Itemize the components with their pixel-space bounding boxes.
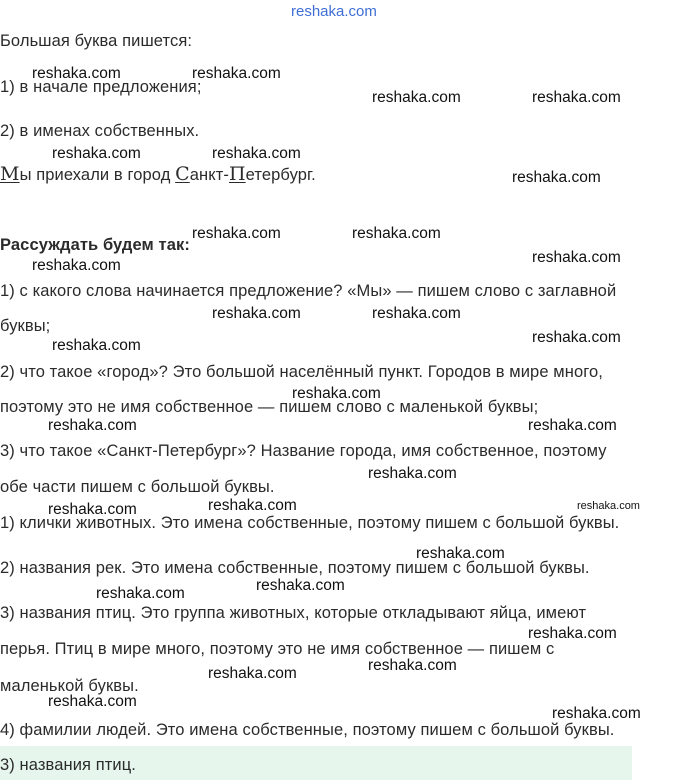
reasoning-line-6: обе части пишем с большой буквы.	[0, 478, 275, 496]
reasoning-line-2: буквы;	[0, 317, 51, 335]
watermark: reshaka.com	[416, 545, 505, 562]
watermark: reshaka.com	[52, 145, 141, 162]
example-capital-1: М	[0, 163, 20, 185]
watermark: reshaka.com	[256, 577, 345, 594]
watermark: reshaka.com	[48, 693, 137, 710]
watermark: reshaka.com	[52, 337, 141, 354]
watermark: reshaka.com	[212, 305, 301, 322]
watermark: reshaka.com	[532, 329, 621, 346]
reasoning-line-1: 1) с какого слова начинается предложение? «Мы» — пишем слово с заглавной	[0, 282, 617, 300]
watermark: reshaka.com	[512, 169, 601, 186]
watermark: reshaka.com	[208, 665, 297, 682]
watermark: reshaka.com	[212, 145, 301, 162]
watermark: reshaka.com	[368, 657, 457, 674]
answer-text: 3) названия птиц.	[0, 756, 136, 774]
watermark: reshaka.com	[532, 89, 621, 106]
watermark: reshaka.com	[368, 465, 457, 482]
watermark: reshaka.com	[528, 625, 617, 642]
watermark: reshaka.com	[577, 500, 640, 512]
example-part-2: анкт-	[189, 166, 229, 184]
watermark: reshaka.com	[528, 417, 617, 434]
watermark: reshaka.com	[352, 225, 441, 242]
example-capital-3: П	[229, 163, 246, 185]
watermark: reshaka.com	[48, 417, 137, 434]
watermark: reshaka.com	[552, 705, 641, 722]
option-line-6: 4) фамилии людей. Это имена собственные, поэтому пишем с большой буквы.	[0, 721, 615, 739]
watermark: reshaka.com	[532, 249, 621, 266]
example-part-1: ы приехали в город	[19, 166, 176, 184]
rule-item-2: 2) в именах собственных.	[0, 122, 200, 140]
reasoning-line-5: 3) что такое «Санкт-Петербург»? Название города, имя собственное, поэтому	[0, 442, 607, 460]
watermark: reshaka.com	[208, 497, 297, 514]
watermark-site-top: reshaka.com	[291, 3, 377, 20]
reasoning-line-4: поэтому это не имя собственное — пишем слово с маленькой буквы;	[0, 398, 539, 416]
example-capital-2: С	[175, 163, 190, 185]
option-line-4: перья. Птиц в мире много, поэтому это не имя собственное — пишем с	[0, 640, 555, 658]
option-line-3: 3) названия птиц. Это группа животных, которые откладывают яйца, имеют	[0, 604, 587, 622]
example-part-3: етербург.	[245, 166, 316, 184]
reasoning-heading: Рассуждать будем так:	[0, 236, 190, 254]
option-line-5: маленькой буквы.	[0, 677, 139, 695]
watermark: reshaka.com	[32, 65, 121, 82]
reasoning-line-3: 2) что такое «город»? Это большой населённый пункт. Городов в мире много,	[0, 363, 603, 381]
option-line-2: 2) названия рек. Это имена собственные, поэтому пишем с большой буквы.	[0, 559, 590, 577]
watermark: reshaka.com	[292, 385, 381, 402]
example-sentence	[0, 164, 316, 185]
watermark: reshaka.com	[372, 305, 461, 322]
watermark: reshaka.com	[32, 257, 121, 274]
watermark: reshaka.com	[48, 501, 137, 518]
rule-heading: Большая буква пишется:	[0, 32, 193, 50]
watermark: reshaka.com	[192, 65, 281, 82]
watermark: reshaka.com	[372, 89, 461, 106]
watermark: reshaka.com	[192, 225, 281, 242]
option-line-1: 1) клички животных. Это имена собственные, поэтому пишем с большой буквы.	[0, 514, 620, 532]
rule-item-1: 1) в начале предложения;	[0, 78, 202, 96]
watermark: reshaka.com	[96, 585, 185, 602]
